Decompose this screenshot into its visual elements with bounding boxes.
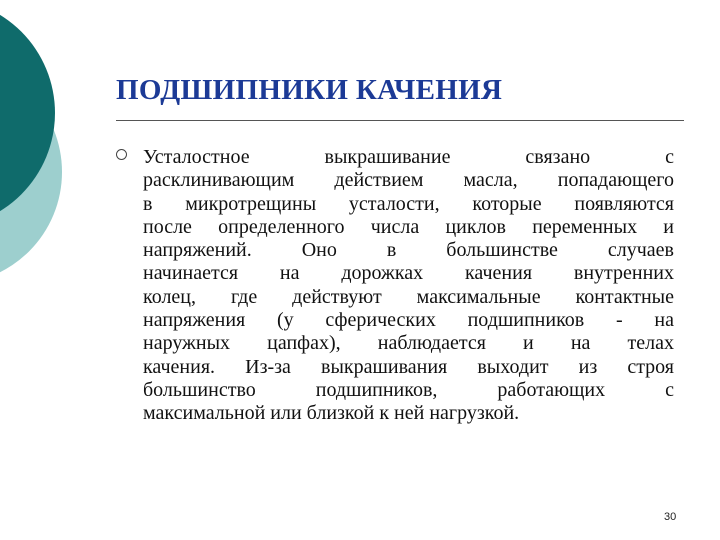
text-line: напряжений. Оно в большинстве случаев (143, 239, 674, 262)
decorative-circles (0, 0, 90, 300)
text-line: расклинивающим действием масла, попадающего (143, 169, 674, 192)
text-line: качения. Из-за выкрашивания выходит из строя (143, 355, 674, 378)
bullet-text (143, 146, 674, 426)
text-line: большинство подшипников, работающих с (143, 378, 674, 401)
text-line: колец, где действуют максимальные контактные (143, 285, 674, 308)
page-number: 30 (664, 511, 677, 523)
title-divider (116, 120, 684, 121)
text-line: максимальной или близкой к ней нагрузкой. (143, 402, 520, 425)
text-line: Усталостное выкрашивание связано с (143, 146, 674, 168)
text-line: напряжения (у сферических подшипников - на (143, 309, 674, 332)
text-line: после определенного числа циклов переменных и (143, 215, 674, 238)
text-line: в микротрещины усталости, которые появляются (143, 192, 674, 215)
text-line: начинается на дорожках качения внутренних (143, 262, 674, 285)
text-line: наружных цапфах), наблюдается и на телах (143, 332, 674, 355)
slide-title: ПОДШИПНИКИ КАЧЕНИЯ (116, 74, 503, 106)
bullet-circle-icon (116, 149, 127, 160)
